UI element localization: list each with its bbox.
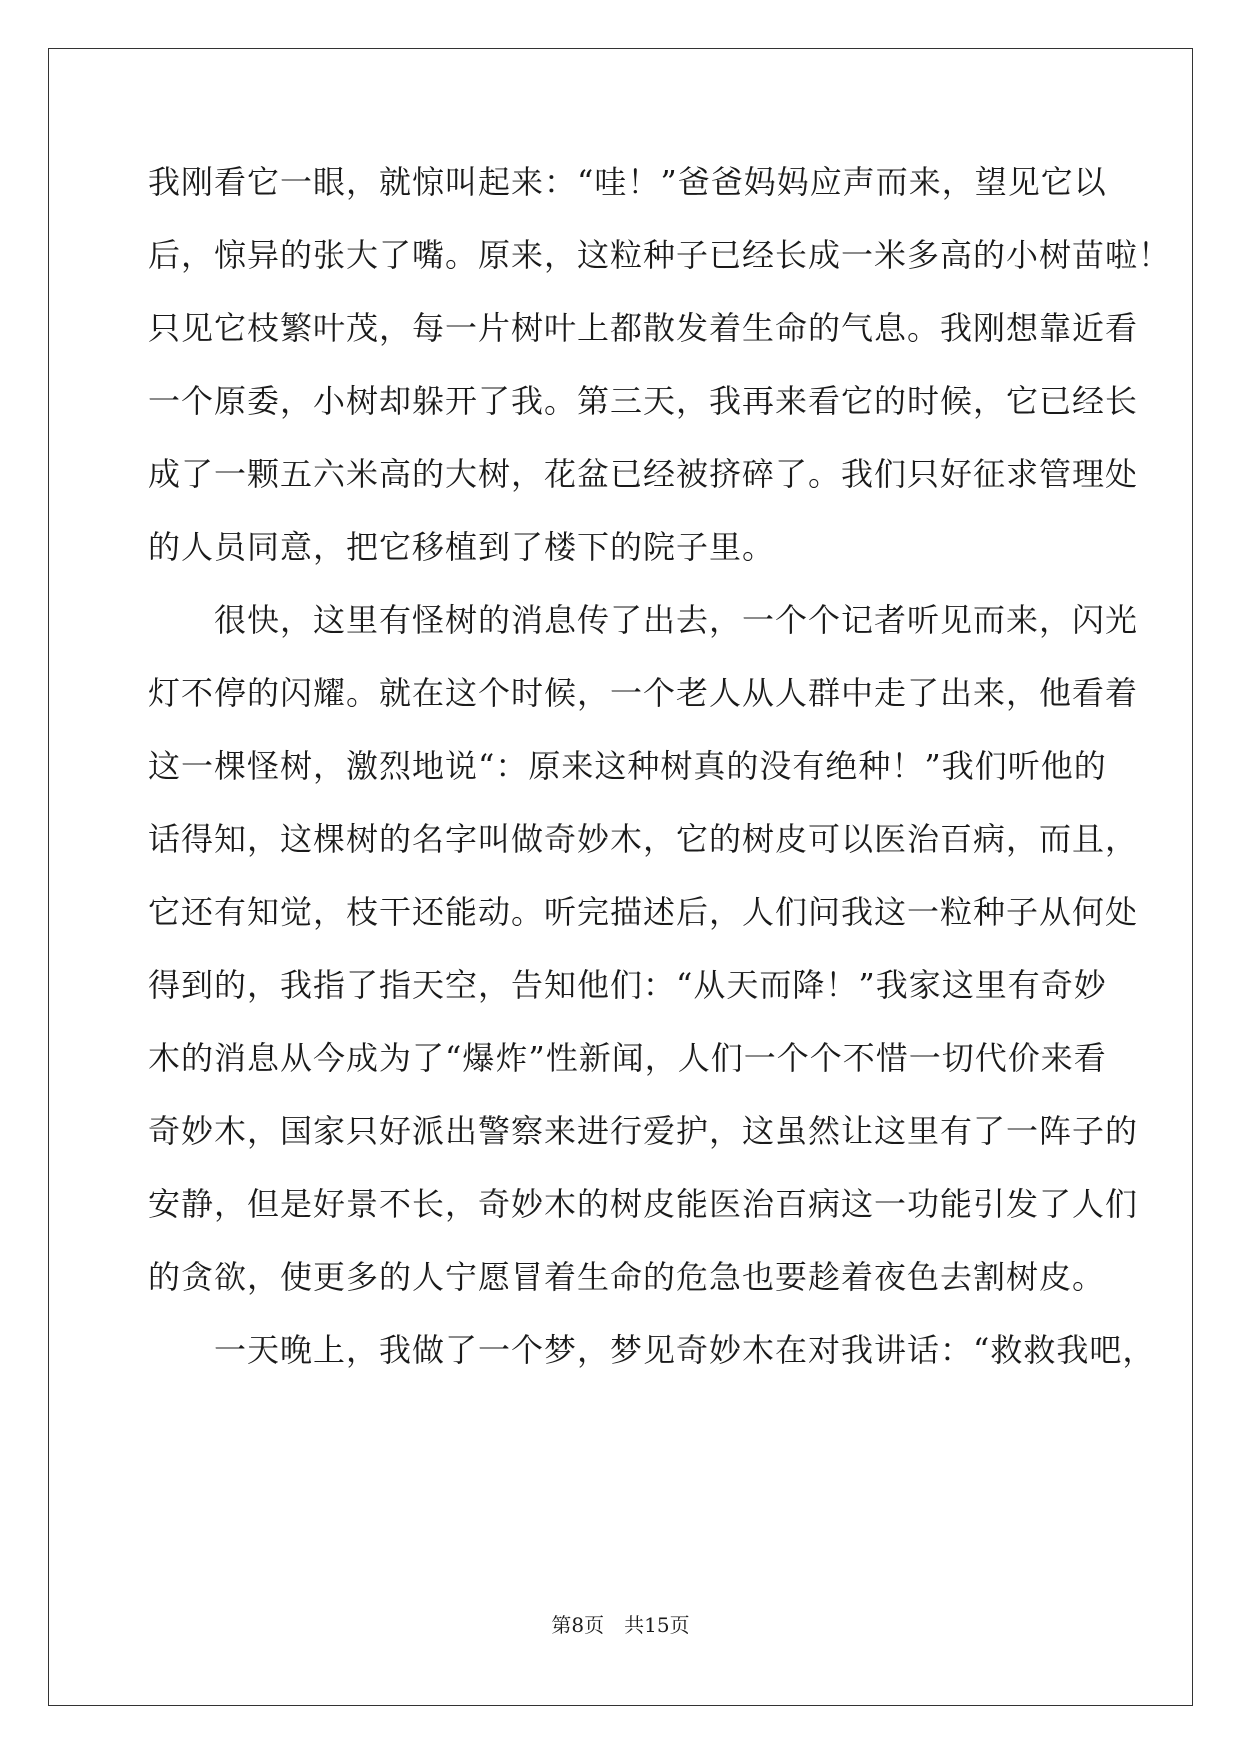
text-line: 木的消息从今成为了“爆炸”性新闻，人们一个个不惜一切代价来看 [148, 1039, 1107, 1077]
text-line: 只见它枝繁叶茂，每一片树叶上都散发着生命的气息。我刚想靠近看 [148, 309, 1139, 347]
text-line: 得到的，我指了指天空，告知他们：“从天而降！”我家这里有奇妙 [148, 966, 1107, 1004]
text-line: 的贪欲，使更多的人宁愿冒着生命的危急也要趁着夜色去割树皮。 [148, 1258, 1106, 1296]
text-line: 后，惊异的张大了嘴。原来，这粒种子已经长成一米多高的小树苗啦！ [148, 236, 1172, 274]
text-line: 很快，这里有怪树的消息传了出去，一个个记者听见而来，闪光 [148, 601, 1139, 639]
text-line: 安静，但是好景不长，奇妙木的树皮能医治百病这一功能引发了人们 [148, 1185, 1139, 1223]
page-number-footer: 第8页 共15页 [551, 1613, 690, 1637]
text-line: 成了一颗五六米高的大树，花盆已经被挤碎了。我们只好征求管理处 [148, 455, 1139, 493]
text-line: 的人员同意，把它移植到了楼下的院子里。 [148, 528, 776, 566]
text-line: 灯不停的闪耀。就在这个时候，一个老人从人群中走了出来，他看着 [148, 674, 1139, 712]
text-line: 一天晚上，我做了一个梦，梦见奇妙木在对我讲话：“救救我吧， [148, 1331, 1156, 1369]
text-line: 这一棵怪树，激烈地说“：原来这种树真的没有绝种！”我们听他的 [148, 747, 1107, 785]
text-line: 我刚看它一眼，就惊叫起来：“哇！”爸爸妈妈应声而来，望见它以 [148, 163, 1107, 201]
text-line: 一个原委，小树却躲开了我。第三天，我再来看它的时候，它已经长 [148, 382, 1139, 420]
text-line: 奇妙木，国家只好派出警察来进行爱护，这虽然让这里有了一阵子的 [148, 1112, 1139, 1150]
text-line: 话得知，这棵树的名字叫做奇妙木，它的树皮可以医治百病，而且， [148, 820, 1139, 858]
page-border [48, 48, 1193, 1706]
text-line: 它还有知觉，枝干还能动。听完描述后，人们问我这一粒种子从何处 [148, 893, 1139, 931]
